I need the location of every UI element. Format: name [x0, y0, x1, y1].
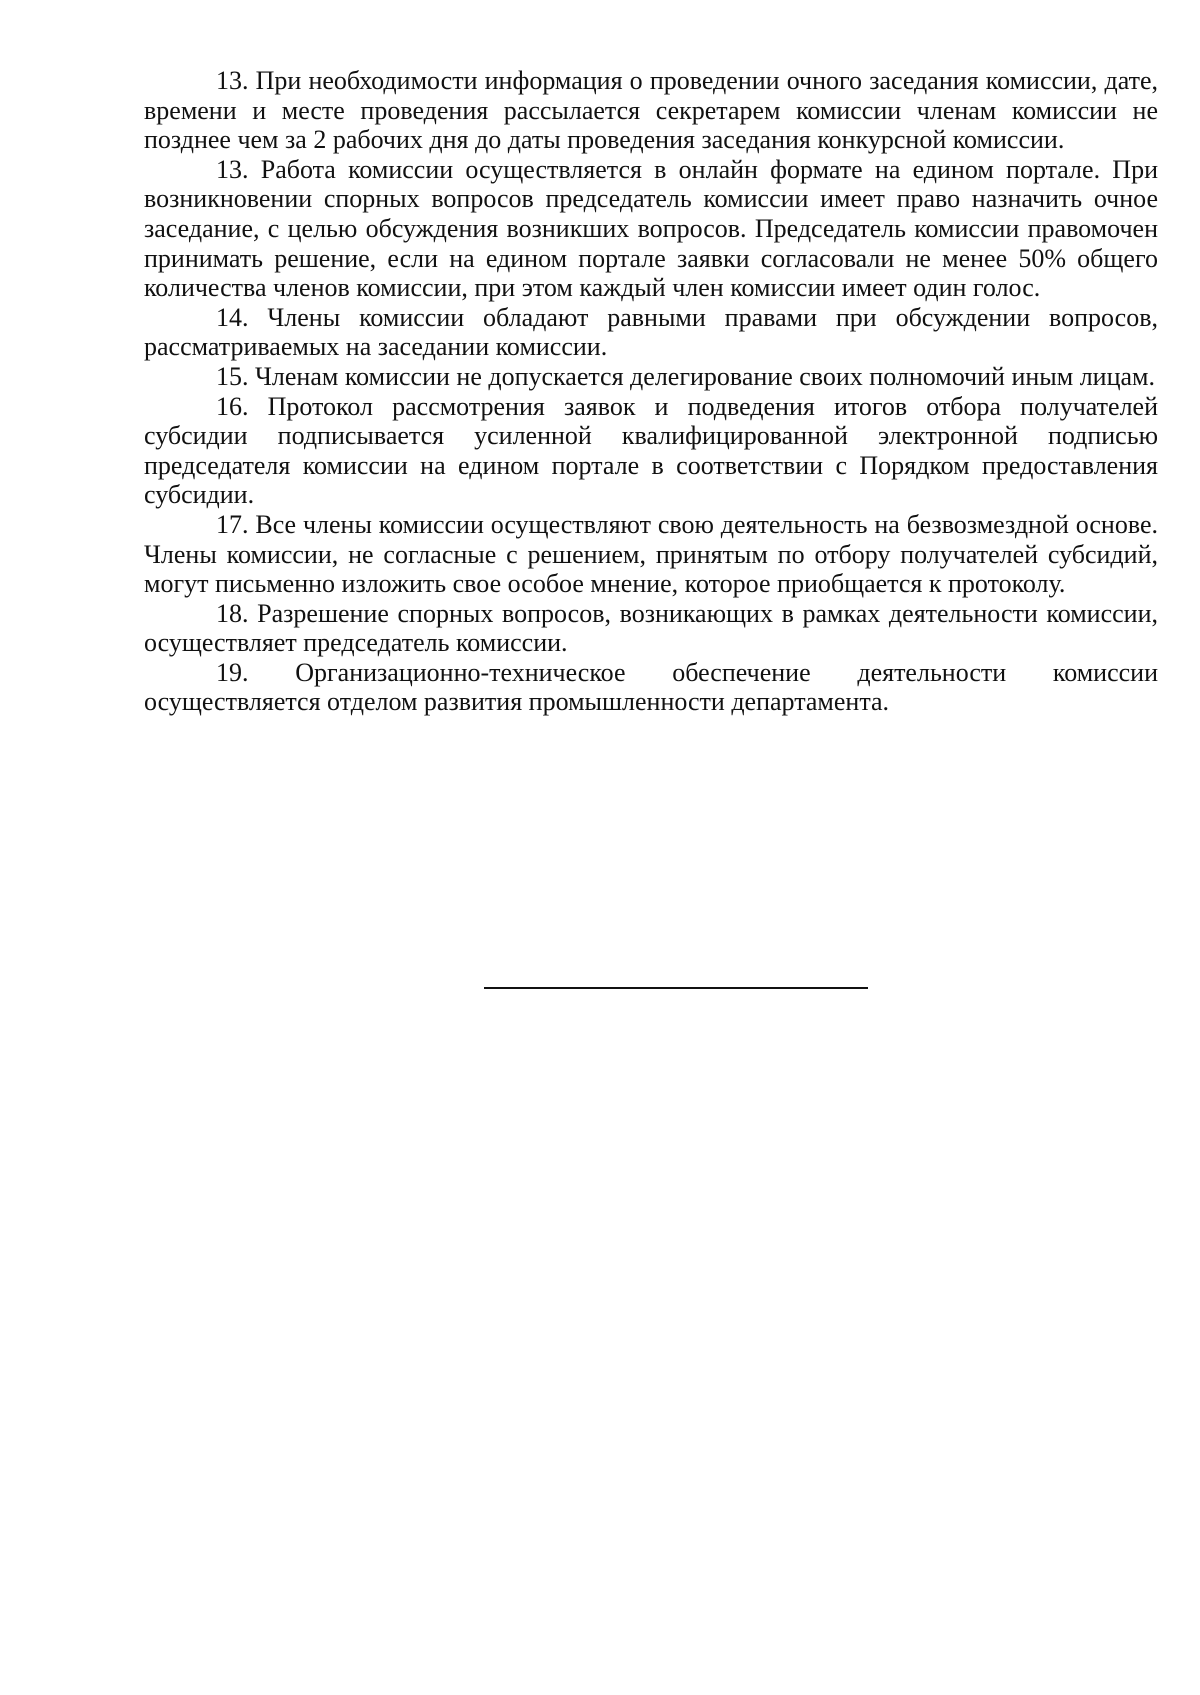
paragraph-16-protocol-signing: 16. Протокол рассмотрения заявок и подведения итогов отбора получателей субсидии подписывается усиленной квалифицированной электронной подписью председателя комиссии на едином портале в соответствии с Порядком предоставления субсидии.	[144, 391, 1158, 510]
paragraph-19-organizational-support: 19. Организационно-техническое обеспечение деятельности комиссии осуществляется отделом развития промышленности департамента.	[144, 657, 1158, 717]
paragraph-17-unpaid-basis: 17. Все члены комиссии осуществляют свою деятельность на безвозмездной основе. Члены комиссии, не согласные с решением, принятым по отбору получателей субсидий, могут письменно изложить свое особое мнение, которое приобщается к протоколу.	[144, 509, 1158, 599]
paragraph-13-online-work: 13. Работа комиссии осуществляется в онлайн формате на едином портале. При возникновении спорных вопросов председатель комиссии имеет право назначить очное заседание, с целью обсуждения возникших вопросов. Председатель комиссии правомочен принимать решение, если на едином портале заявки согласовали не менее 50% общего количества членов комиссии, при этом каждый член комиссии имеет один голос.	[144, 154, 1158, 303]
paragraph-14-equal-rights: 14. Члены комиссии обладают равными правами при обсуждении вопросов, рассматриваемых на заседании комиссии.	[144, 302, 1158, 362]
paragraph-13-meeting-notice: 13. При необходимости информация о проведении очного заседания комиссии, дате, времени и месте проведения рассылается секретарем комиссии членам комиссии не позднее чем за 2 рабочих дня до даты проведения заседания конкурсной комиссии.	[144, 66, 1158, 155]
document-body	[144, 66, 1158, 717]
paragraph-18-dispute-resolution: 18. Разрешение спорных вопросов, возникающих в рамках деятельности комиссии, осуществляет председатель комиссии.	[144, 598, 1158, 658]
paragraph-15-no-delegation: 15. Членам комиссии не допускается делегирование своих полномочий иным лицам.	[216, 361, 1155, 391]
end-separator-line	[484, 987, 868, 989]
